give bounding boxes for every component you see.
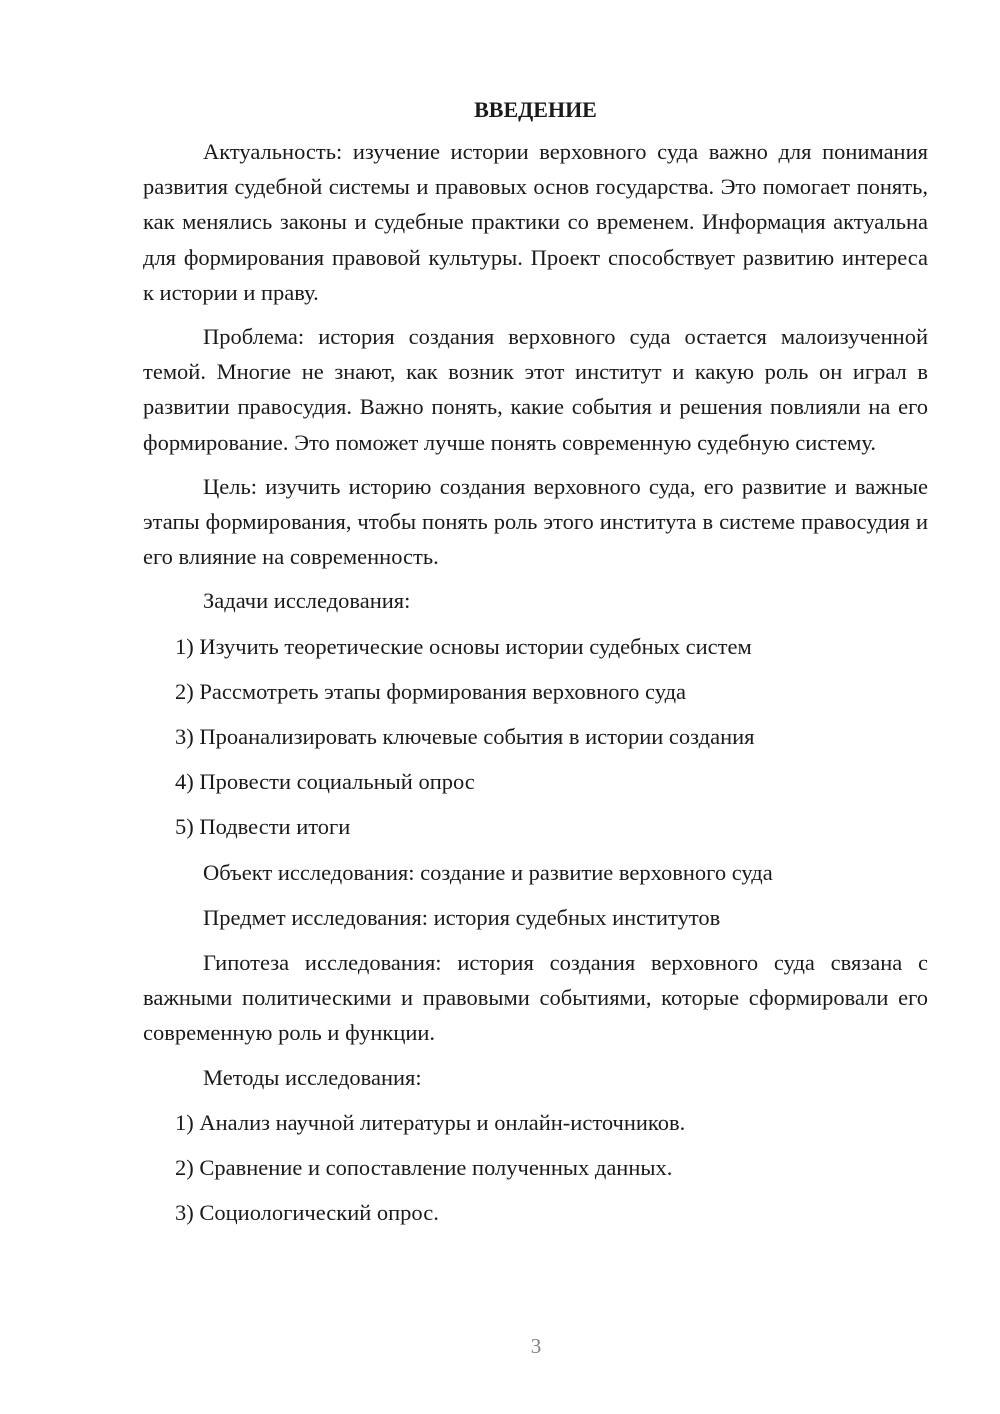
- list-item: 1) Изучить теоретические основы истории судебных систем: [175, 633, 752, 659]
- section-heading: ВВЕДЕНИЕ: [474, 97, 597, 122]
- methods-list: [143, 1105, 928, 1241]
- page-number: 3: [530, 1334, 542, 1358]
- hypothesis-paragraph: Гипотеза исследования: история создания верховного суда связана с важными политическими и правовыми событиями, которые сформировали его современную роль и функции.: [143, 949, 928, 1046]
- list-item: 1) Анализ научной литературы и онлайн-источников.: [175, 1109, 686, 1135]
- list-item: 4) Провести социальный опрос: [175, 769, 475, 795]
- list-item: 3) Проанализировать ключевые события в истории создания: [175, 724, 755, 749]
- list-item: 5) Подвести итоги: [175, 814, 351, 840]
- tasks-title: Задачи исследования:: [203, 588, 411, 614]
- methods-title: Методы исследования:: [203, 1064, 422, 1090]
- page-content: [143, 92, 928, 1240]
- list-item: 3) Социологический опрос.: [175, 1200, 439, 1226]
- research-subject: Предмет исследования: история судебных институтов: [203, 904, 721, 930]
- goal-paragraph: Цель: изучить историю создания верховного суда, его развитие и важные этапы формирования, чтобы понять роль этого института в системе правосудия и его влияние на современность.: [143, 473, 928, 570]
- relevance-paragraph: Актуальность: изучение истории верховного суда важно для понимания развития судебной системы и правовых основ государства. Это помогает понять, как менялись законы и судебные практики со временем. Информация актуальна для формирования правовой культуры. Проект способствует развитию интереса к истории и праву.: [143, 139, 928, 305]
- research-object: Объект исследования: создание и развитие верховного суда: [203, 859, 773, 885]
- list-item: 2) Рассмотреть этапы формирования верховного суда: [175, 678, 687, 704]
- tasks-list: [143, 629, 928, 855]
- list-item: 2) Сравнение и сопоставление полученных данных.: [175, 1154, 673, 1180]
- problem-paragraph: Проблема: история создания верховного суда остается малоизученной темой. Многие не знают, как возник этот институт и какую роль он играл в развитии правосудия. Важно понять, какие события и решения повлияли на его формирование. Это поможет лучше понять современную судебную систему.: [143, 324, 928, 455]
